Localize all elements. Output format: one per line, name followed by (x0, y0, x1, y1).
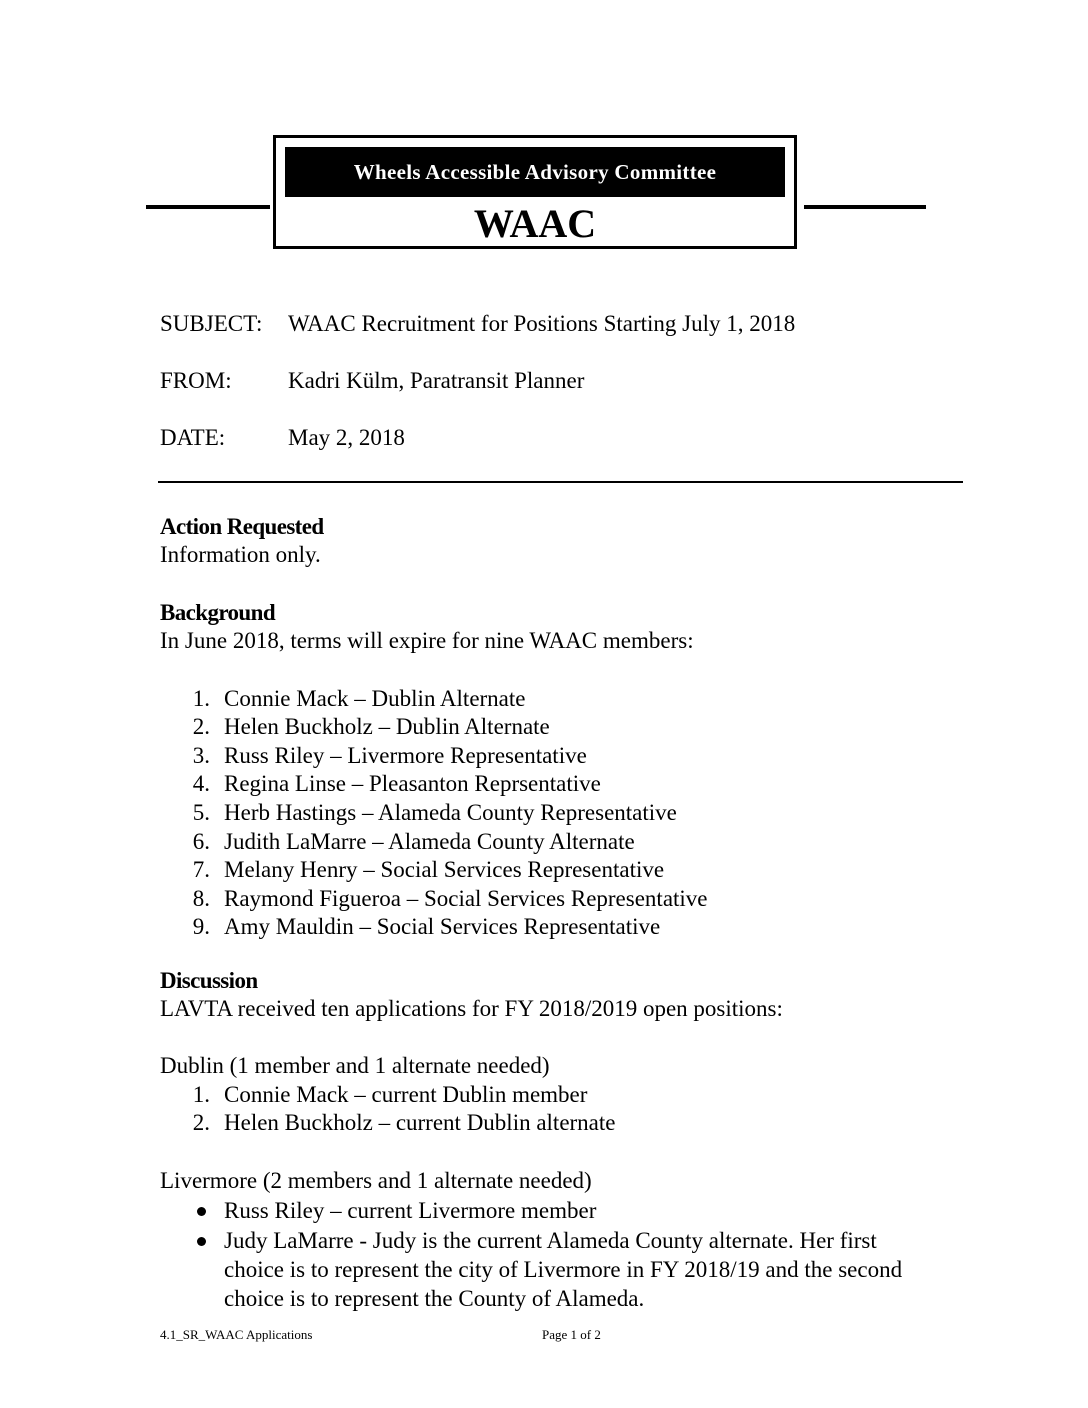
list-item: Regina Linse – Pleasanton Reprsentative (224, 771, 601, 796)
list-item-number: 4. (192, 771, 210, 796)
action-requested-heading: Action Requested (160, 514, 324, 539)
list-item: Judith LaMarre – Alameda County Alternate (224, 829, 635, 854)
from-value: Kadri Külm, Paratransit Planner (288, 368, 585, 393)
list-item-number: 5. (192, 800, 210, 825)
list-item: Melany Henry – Social Services Representative (224, 857, 665, 882)
list-item: Russ Riley – Livermore Representative (224, 743, 587, 768)
letterhead-rule-right (804, 205, 926, 209)
list-item-number: 7. (192, 857, 210, 882)
letterhead-rule-left (146, 205, 270, 209)
list-item-number: 9. (192, 914, 210, 939)
footer-page-number: Page 1 of 2 (542, 1327, 601, 1342)
subject-label: SUBJECT: (160, 311, 263, 336)
list-item-continuation: choice is to represent the County of Alameda. (224, 1286, 645, 1311)
committee-acronym: WAAC (473, 201, 597, 246)
list-item-number: 3. (192, 743, 210, 768)
date-value: May 2, 2018 (288, 425, 405, 450)
subject-value: WAAC Recruitment for Positions Starting July 1, 2018 (288, 311, 796, 336)
list-item-number: 2. (192, 1110, 210, 1135)
list-item-number: 6. (192, 829, 210, 854)
background-intro: In June 2018, terms will expire for nine WAAC members: (160, 628, 694, 653)
list-item-number: 8. (192, 886, 210, 911)
footer-document-name: 4.1_SR_WAAC Applications (160, 1327, 313, 1342)
discussion-intro: LAVTA received ten applications for FY 2018/2019 open positions: (160, 996, 783, 1021)
dublin-subheading: Dublin (1 member and 1 alternate needed) (160, 1053, 550, 1078)
committee-name-banner: Wheels Accessible Advisory Committee (285, 147, 785, 197)
discussion-heading: Discussion (160, 968, 258, 993)
bullet-icon (197, 1237, 206, 1246)
list-item: Russ Riley – current Livermore member (224, 1198, 597, 1223)
letterhead (273, 135, 797, 249)
bullet-icon (197, 1207, 206, 1216)
from-label: FROM: (160, 368, 232, 393)
list-item-number: 1. (192, 686, 210, 711)
list-item: Judy LaMarre - Judy is the current Alameda County alternate. Her first (224, 1228, 877, 1253)
livermore-subheading: Livermore (2 members and 1 alternate needed) (160, 1168, 592, 1193)
list-item: Connie Mack – Dublin Alternate (224, 686, 526, 711)
list-item: Helen Buckholz – Dublin Alternate (224, 714, 550, 739)
date-label: DATE: (160, 425, 226, 450)
list-item-number: 1. (192, 1082, 210, 1107)
header-divider (158, 481, 963, 483)
list-item-continuation: choice is to represent the city of Livermore in FY 2018/19 and the second (224, 1257, 903, 1282)
list-item: Amy Mauldin – Social Services Representative (224, 914, 661, 939)
list-item-number: 2. (192, 714, 210, 739)
action-requested-text: Information only. (160, 542, 321, 567)
list-item: Helen Buckholz – current Dublin alternate (224, 1110, 616, 1135)
list-item: Raymond Figueroa – Social Services Representative (224, 886, 708, 911)
list-item: Herb Hastings – Alameda County Representative (224, 800, 677, 825)
list-item: Connie Mack – current Dublin member (224, 1082, 588, 1107)
background-heading: Background (160, 600, 276, 625)
